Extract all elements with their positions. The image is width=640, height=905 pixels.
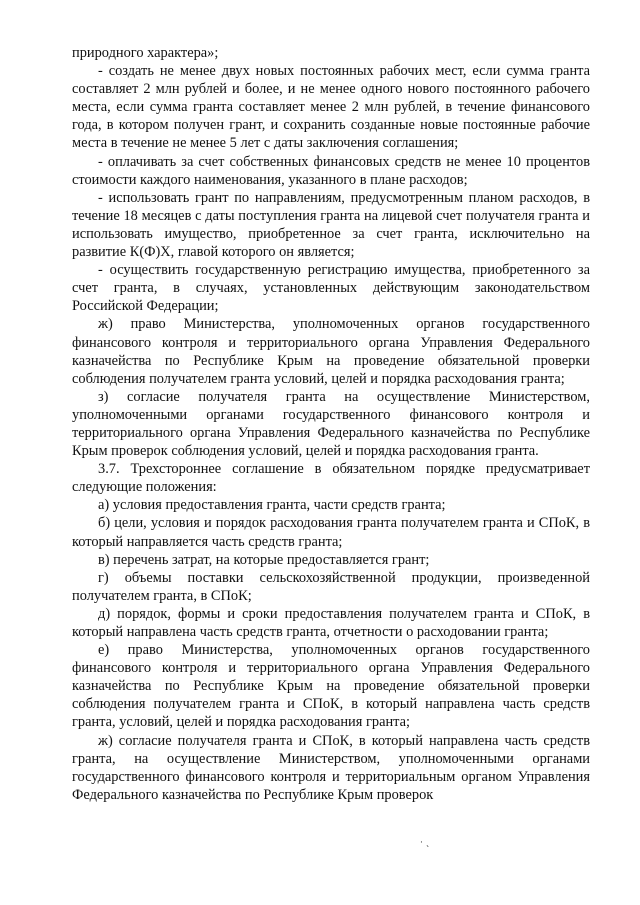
- document-body: [72, 44, 590, 804]
- paragraph-1: природного характера»;: [72, 45, 219, 61]
- paragraph-3: - оплачивать за счет собственных финансовых средств не менее 10 процентов стоимости каждого наименования, указанного в плане расходов;: [72, 153, 590, 188]
- scan-speck: · ˎ: [420, 838, 431, 848]
- paragraph-15: ж) согласие получателя гранта и СПоК, в который направлена часть средств гранта, на осуществление Министерством, уполномоченными органами государственного финансового контроля и территориальным органом Управления Федерального казначейства по Республике Крым проверок: [72, 732, 590, 803]
- paragraph-2: - создать не менее двух новых постоянных рабочих мест, если сумма гранта составляет 2 млн рублей и более, и не менее одного нового постоянного рабочего места, если сумма гранта составляет менее 2 млн рублей, в течение финансового года, в котором получен грант, и сохранить созданные новые постоянные рабочие места в течение не менее 5 лет с даты заключения соглашения;: [72, 63, 590, 152]
- paragraph-10: б) цели, условия и порядок расходования гранта получателем гранта и СПоК, в который направляется часть средств гранта;: [72, 515, 590, 550]
- paragraph-9: а) условия предоставления гранта, части средств гранта;: [98, 497, 446, 514]
- paragraph-12: г) объемы поставки сельскохозяйственной продукции, произведенной получателем гранта, в СПоК;: [72, 569, 590, 604]
- paragraph-5: - осуществить государственную регистрацию имущества, приобретенного за счет гранта, в случаях, установленных действующим законодательством Российской Федерации;: [72, 262, 590, 315]
- paragraph-7: з) согласие получателя гранта на осуществление Министерством, уполномоченными органами государственного финансового контроля и территориального органа Управления Федерального казначейства по Республике Крым проверок соблюдения условий, целей и порядка расходования гранта.: [72, 388, 590, 460]
- paragraph-4: - использовать грант по направлениям, предусмотренным планом расходов, в течение 18 месяцев с даты поступления гранта на лицевой счет получателя гранта и использовать имущество, приобретенное за счет гранта, исключительно на развитие К(Ф)Х, главой которого он является;: [72, 189, 590, 261]
- paragraph-11: в) перечень затрат, на которые предоставляется грант;: [98, 551, 430, 568]
- paragraph-14: е) право Министерства, уполномоченных органов государственного финансового контроля и территориального органа Управления Федерального казначейства по Республике Крым на проведение обязательной проверки соблюдения получателем гранта и СПоК, в который направлена часть средств гранта, условий, целей и порядка расходования гранта;: [72, 642, 590, 731]
- paragraph-6: ж) право Министерства, уполномоченных органов государственного финансового контроля и территориального органа Управления Федерального казначейства по Республике Крым на проведение обязательной проверки соблюдения получателем гранта условий, целей и порядка расходования гранта;: [72, 316, 590, 387]
- paragraph-8: 3.7. Трехстороннее соглашение в обязательном порядке предусматривает следующие положения:: [72, 461, 590, 496]
- paragraph-13: д) порядок, формы и сроки предоставления получателем гранта и СПоК, в который направлена часть средств гранта, отчетности о расходовании гранта;: [72, 605, 590, 640]
